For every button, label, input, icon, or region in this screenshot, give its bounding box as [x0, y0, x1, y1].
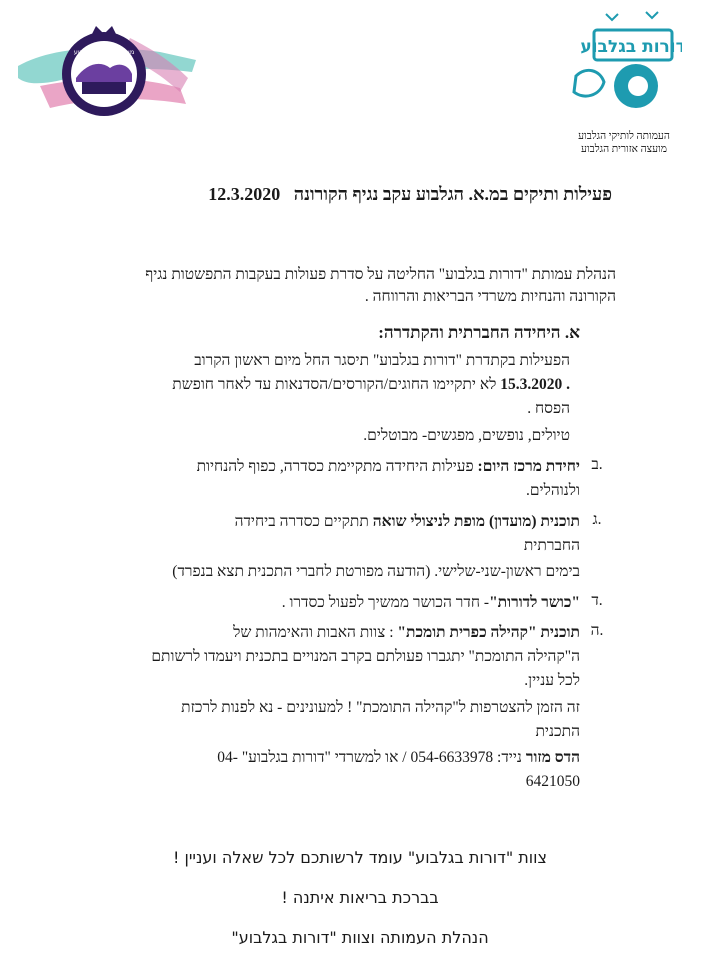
section-a-line-3: הפסח . — [527, 400, 570, 417]
svg-text:דורות בגלבוע: דורות בגלבוע — [580, 37, 682, 57]
section-c-title: תוכנית (מועדון) מופת לניצולי שואה — [372, 513, 580, 530]
section-d-line — [44, 592, 580, 613]
section-e-line-3: לכל עניין. — [524, 672, 580, 689]
section-a-date: 15.3.2020 . — [500, 376, 570, 393]
closing-line-1: צוות "דורות בגלבוע" עומד לרשותכם לכל שאלה ועניין ! — [172, 848, 548, 867]
closing-line-3: הנהלת העמותה וצוות "דורות בגלבוע" — [231, 928, 489, 947]
section-e-contact — [44, 747, 580, 768]
section-b-text: פעילות היחידה מתקיימת כסדרה, כפוף להנחיות — [196, 458, 474, 475]
section-d-title: "כושר לדורות" — [489, 594, 580, 611]
section-a-line-1: הפעילות בקתדרת "דורות בגלבוע" תיסגר החל מיום ראשון הקרוב — [194, 352, 570, 369]
section-c-line-2: החברתית — [523, 537, 580, 554]
regional-council-logo — [10, 8, 202, 136]
dorot-bagilboa-logo — [566, 6, 682, 156]
title-text: פעילות ותיקים במ.א. הגלבוע עקב נגיף הקורונה — [293, 184, 612, 204]
title-date: 12.3.2020 — [208, 184, 281, 204]
section-c-line-3: בימים ראשון-שני-שלישי. (הודעה מפורטת לחברי התכנית תצא בנפרד) — [172, 563, 580, 580]
section-a-heading — [300, 322, 580, 343]
logo-caption-2: מועצה אזורית הגלבוע — [581, 144, 667, 155]
section-e-line-4: זה הזמן להצטרפות ל"קהילה התומכת" ! למעונינים - נא לפנות לרכזת — [181, 699, 580, 716]
section-d-marker: ד. — [591, 592, 603, 609]
section-e-line-2: ה"קהילה התומכת" יתגברו פעולתם בקרב המנויים בתכנית ויעמדו לרשותם — [151, 648, 580, 665]
section-e-text: : צוות האבות והאימהות של — [233, 624, 394, 641]
contact-details: נייד: 054-6633978 / או למשרדי "דורות בגלבוע" -04 — [217, 749, 522, 766]
section-d-text: - חדר הכושר ממשיך לפעול כסדרו . — [281, 594, 490, 611]
section-b-line-1 — [44, 456, 580, 477]
contact-phone: 6421050 — [525, 773, 580, 790]
logo-caption-1: העמותה לותיקי הגלבוע — [578, 131, 670, 142]
section-b-marker: ב. — [591, 456, 603, 473]
section-e-marker: ה. — [590, 622, 604, 639]
section-a-marker: א. — [564, 323, 580, 342]
section-e-title: תוכנית "קהילה כפרית תומכת" — [397, 624, 580, 641]
section-c-line-1 — [44, 511, 580, 532]
section-c-marker: ג. — [592, 511, 602, 528]
svg-text:מועצה אזורית הגלבוע: מועצה אזורית הגלבוע — [73, 48, 135, 56]
section-a-line-4: טיולים, נופשים, מפגשים- מבוטלים. — [363, 427, 570, 444]
section-e-line-1 — [44, 622, 580, 643]
contact-name: הדס מזור — [525, 749, 580, 766]
intro-line-1: הנהלת עמותת "דורות בגלבוע" החליטה על סדרת פעולות בעקבות התפשטות נגיף — [145, 266, 616, 283]
closing-line-2: בברכת בריאות איתנה ! — [281, 888, 439, 907]
section-b-title: יחידת מרכז היום: — [477, 458, 580, 475]
section-b-line-2: ולנוהלים. — [525, 482, 580, 499]
section-a-heading-text: היחידה החברתית והקתדרה: — [378, 323, 561, 342]
page-title — [52, 184, 612, 205]
section-e-line-5: התכנית — [535, 723, 580, 740]
intro-line-2: הקורונה והנחיות משרדי הבריאות והרווחה . — [364, 288, 616, 305]
section-a-line-2 — [80, 374, 570, 395]
section-c-text: תתקיים כסדרה ביחידה — [234, 513, 369, 530]
section-a-line-2-text: לא יתקיימו החוגים/הקורסים/הסדנאות עד לאחר חופשת — [172, 376, 497, 393]
